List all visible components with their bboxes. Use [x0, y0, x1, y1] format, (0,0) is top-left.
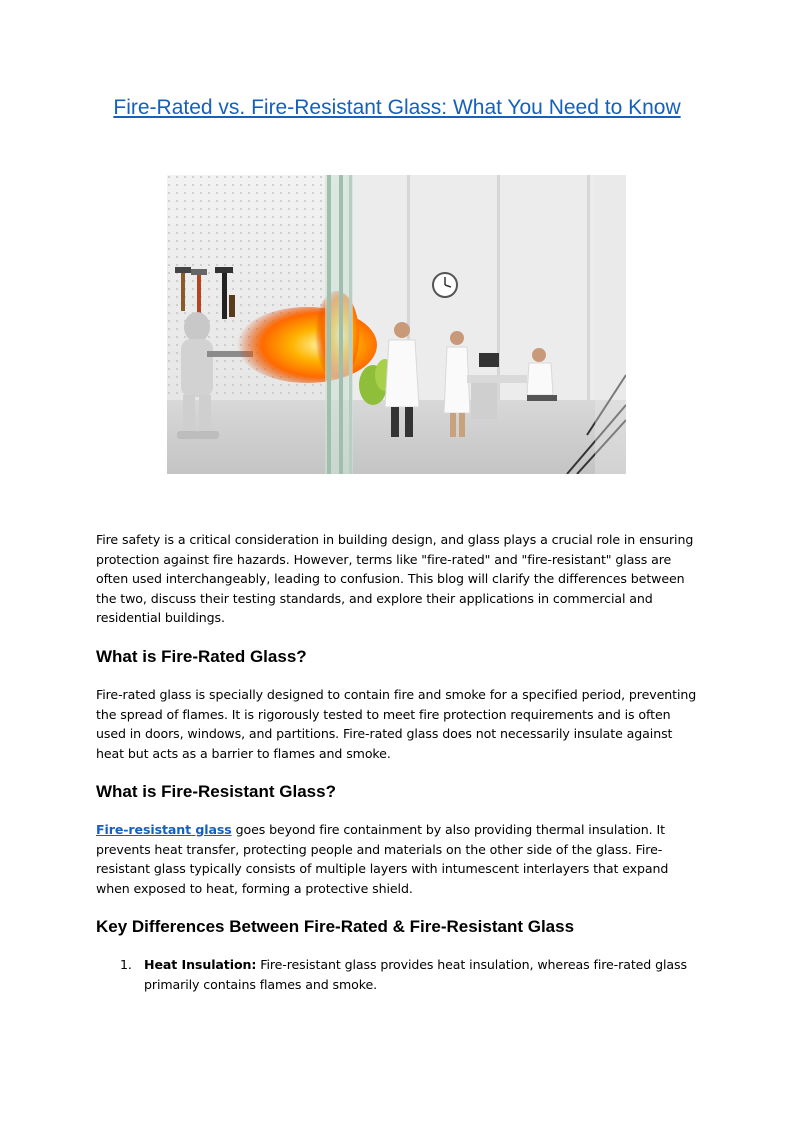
fire-resistant-glass-link[interactable]: Fire-resistant glass	[96, 822, 232, 837]
fire-rated-heading: What is Fire-Rated Glass?	[96, 647, 307, 666]
list-item	[96, 955, 696, 994]
list-item-term: Heat Insulation:	[144, 957, 257, 972]
hero-image	[167, 175, 626, 474]
fire-rated-paragraph: Fire-rated glass is specially designed to contain fire and smoke for a specified period, preventing the spread of flames. It is rigorously tested to meet fire protection requirements and is often used in doors, windows, and partitions. Fire-rated glass does not necessarily insulate against heat but acts as a barrier to flames and smoke.	[96, 687, 697, 761]
differences-list	[96, 955, 696, 994]
fire-resistant-heading: What is Fire-Resistant Glass?	[96, 782, 336, 801]
desk	[467, 375, 527, 383]
list-item-number: 1.	[120, 957, 132, 972]
monitor	[479, 353, 499, 367]
page-title[interactable]: Fire-Rated vs. Fire-Resistant Glass: What You Need to Know	[113, 96, 681, 119]
fire-resistant-body: goes beyond fire containment by also providing thermal insulation. It prevents heat transfer, protecting people and materials on the other side of the glass. Fire-resistant glass typically consists of multiple layers with intumescent interlayers that expand when exposed to heat, forming a protective shield.	[96, 822, 669, 896]
glass-wall	[325, 175, 353, 474]
intro-paragraph: Fire safety is a critical consideration in building design, and glass plays a crucial role in ensuring protection against fire hazards. However, terms like "fire-rated" and "fire-resistant" glass are often used interchangeably, leading to confusion. This blog will clarify the differences between the two, discuss their testing standards, and explore their applications in commercial and residential buildings.	[96, 532, 694, 625]
fire-resistant-paragraph	[96, 820, 702, 898]
differences-heading: Key Differences Between Fire-Rated & Fire-Resistant Glass	[96, 917, 575, 936]
list-item-text: Fire-resistant glass provides heat insulation, whereas fire-rated glass primarily contains flames and smoke.	[144, 957, 687, 992]
